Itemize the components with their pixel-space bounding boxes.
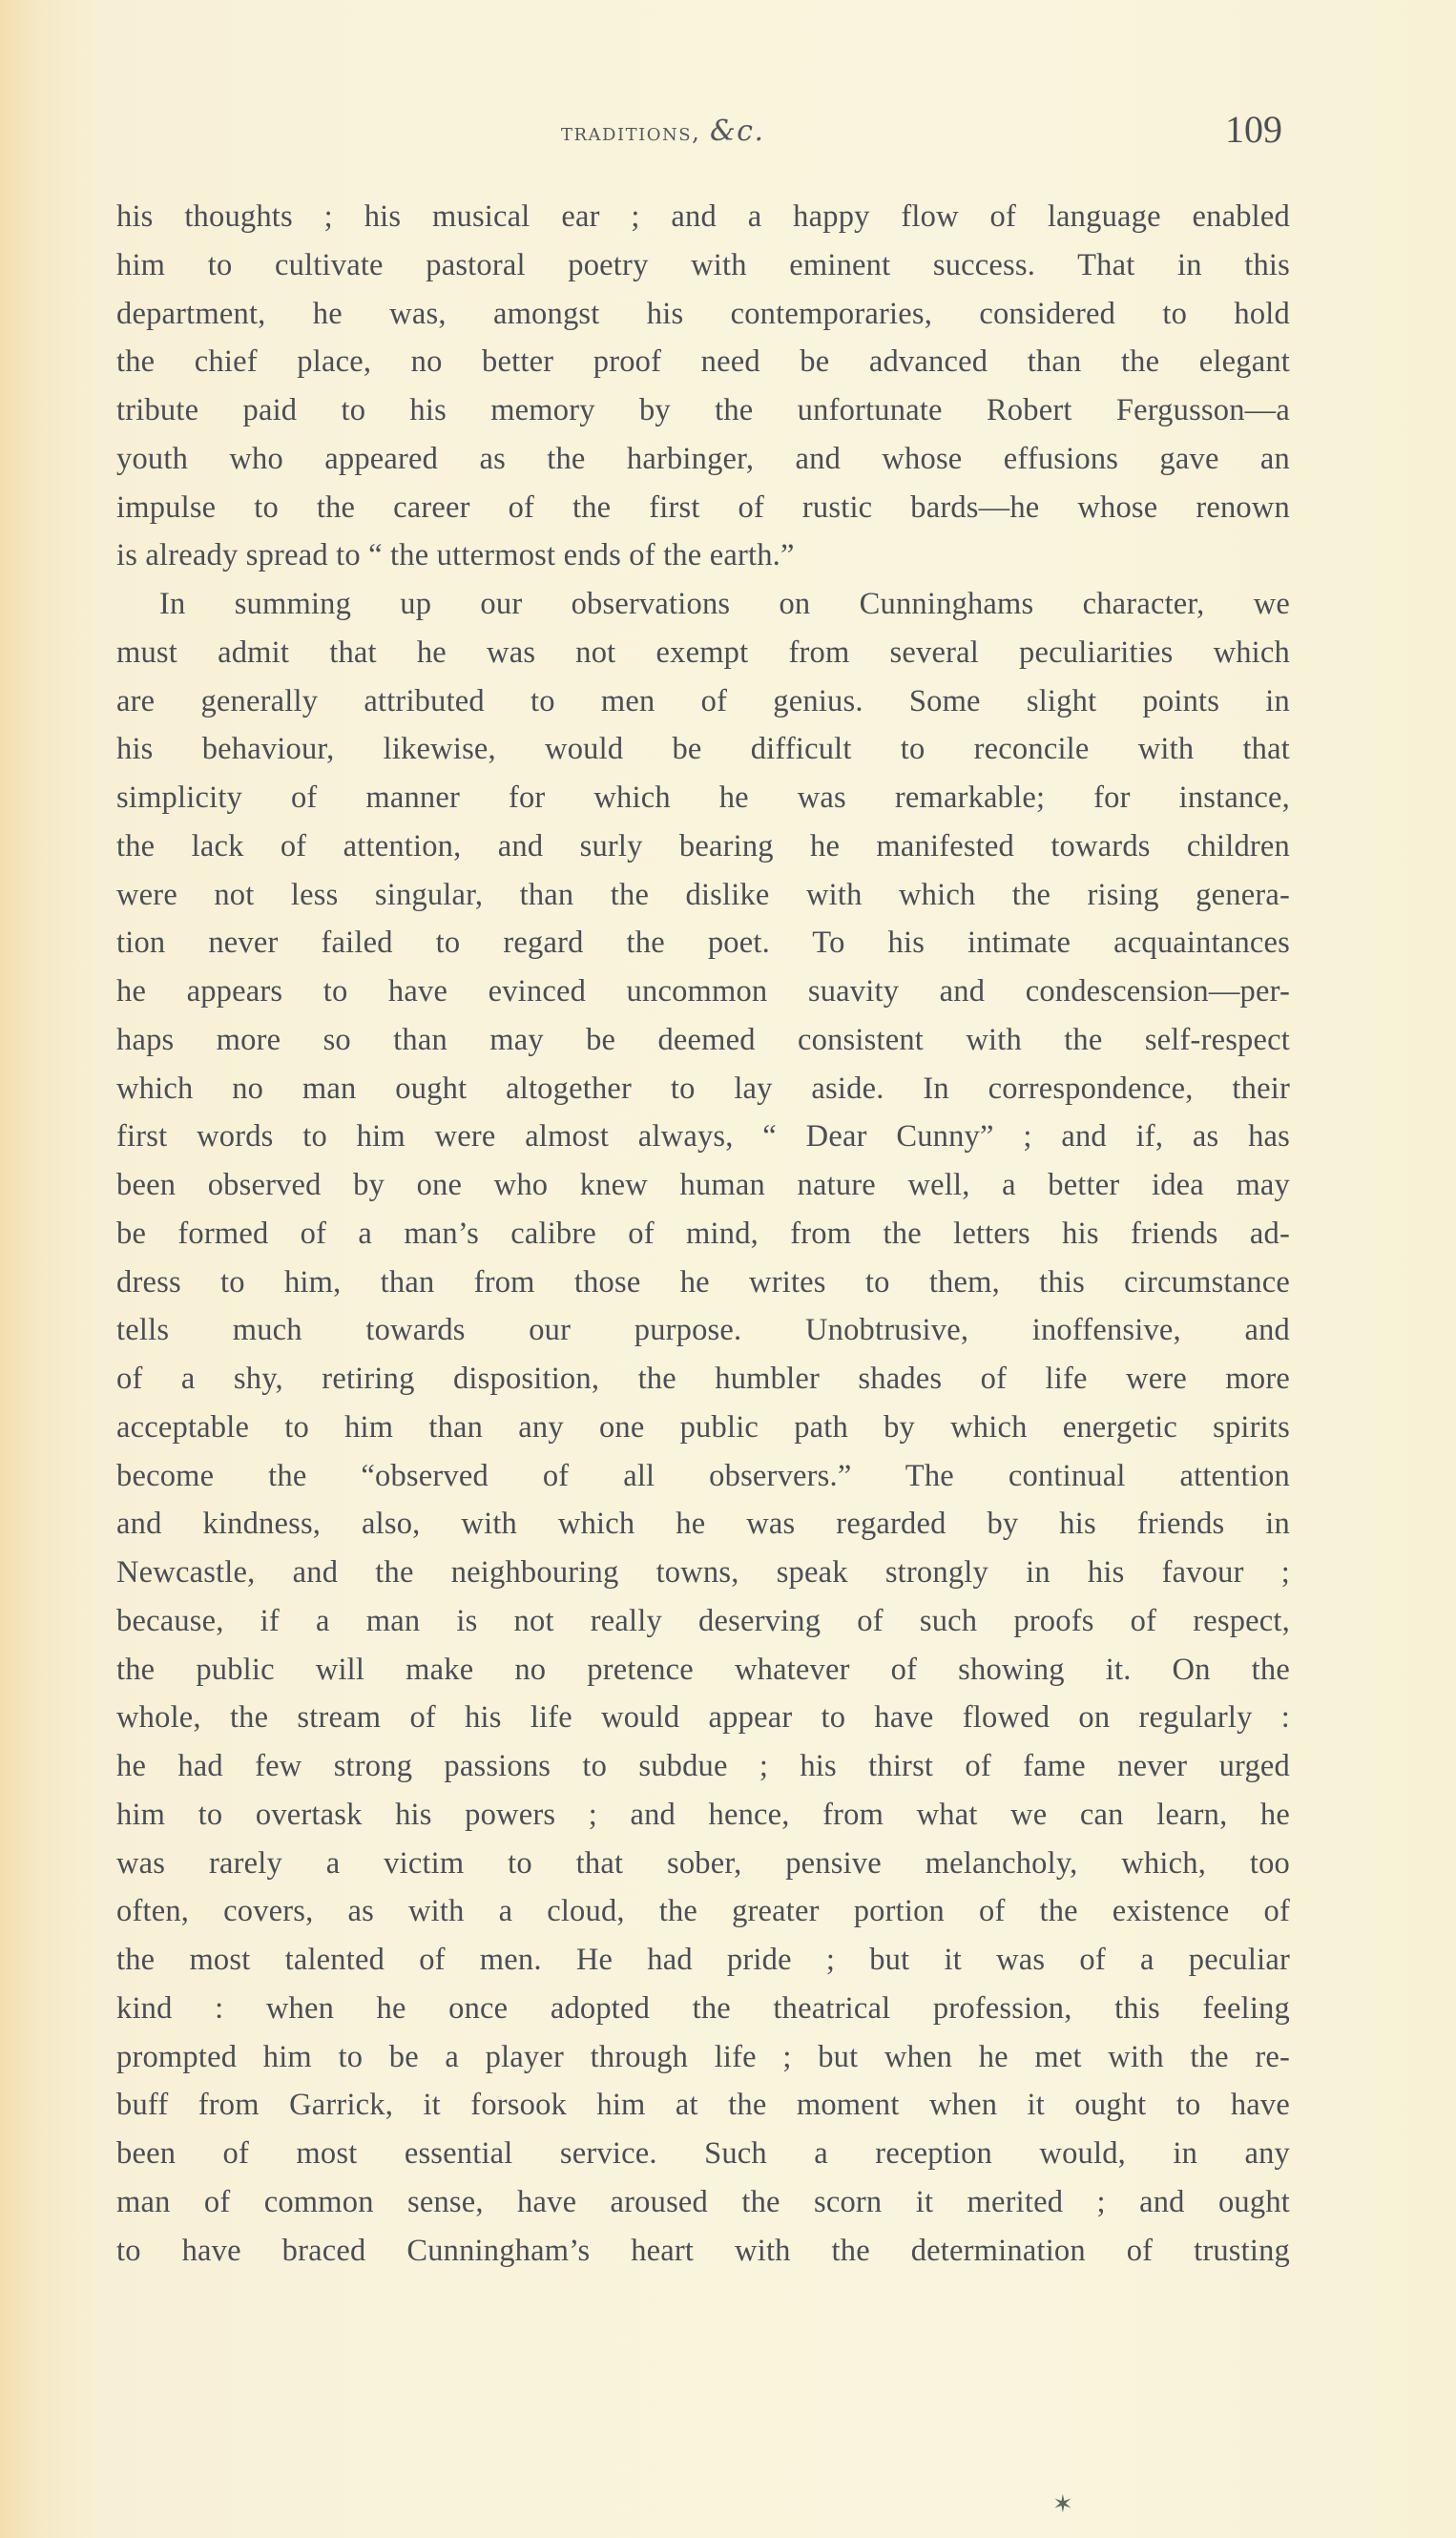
running-head-etc: &c. — [709, 114, 765, 148]
text-line: the public will make no pretence whatever of showing it. On the — [116, 1652, 1290, 1687]
text-line: the most talented of men. He had pride ; but it was of a peculiar — [116, 1943, 1290, 1977]
text-line: prompted him to be a player through life ; but when he met with the re- — [116, 2039, 1290, 2074]
text-line: been of most essential service. Such a reception would, in any — [116, 2136, 1290, 2171]
ink-blot-mark-icon: ✶ — [1052, 2490, 1073, 2519]
text-line: In summing up our observations on Cunninghams character, we — [159, 587, 1290, 621]
text-line: of a shy, retiring disposition, the humbler shades of life were more — [116, 1362, 1290, 1396]
text-line: him to overtask his powers ; and hence, from what we can learn, he — [116, 1797, 1290, 1832]
text-line: acceptable to him than any one public path by which energetic spirits — [116, 1409, 1290, 1445]
text-line: often, covers, as with a cloud, the greater portion of the existence of — [116, 1894, 1290, 1929]
text-line: be formed of a man’s calibre of mind, from the letters his friends ad- — [116, 1216, 1290, 1251]
text-line: his behaviour, likewise, would be difficult to reconcile with that — [116, 732, 1290, 767]
text-line: his thoughts ; his musical ear ; and a happy flow of language enabled — [116, 199, 1290, 234]
running-head-title: traditions, — [561, 118, 710, 146]
text-line: department, he was, amongst his contemporaries, considered to hold — [116, 296, 1290, 331]
text-line: dress to him, than from those he writes to them, this circumstance — [116, 1264, 1290, 1300]
text-line: because, if a man is not really deserving of such proofs of respect, — [116, 1603, 1290, 1638]
text-line: and kindness, also, with which he was regarded by his friends in — [116, 1507, 1290, 1542]
text-line: the lack of attention, and surly bearing he manifested towards children — [116, 828, 1290, 863]
text-line: simplicity of manner for which he was remarkable; for instance, — [116, 780, 1290, 815]
text-line: which no man ought altogether to lay aside. In correspondence, their — [116, 1071, 1290, 1106]
text-line: first words to him were almost always, “ Dear Cunny” ; and if, as has — [116, 1119, 1290, 1155]
text-line: youth who appeared as the harbinger, and whose effusions gave an — [116, 441, 1290, 476]
running-head — [561, 113, 765, 152]
text-line: were not less singular, than the dislike with which the rising genera- — [116, 877, 1290, 912]
text-line: him to cultivate pastoral poetry with eminent success. That in this — [116, 247, 1290, 282]
text-line: he appears to have evinced uncommon suavity and condescension—per- — [116, 974, 1290, 1009]
text-line: he had few strong passions to subdue ; his thirst of fame never urged — [116, 1749, 1290, 1783]
text-line: haps more so than may be deemed consistent with the self-respect — [116, 1022, 1290, 1057]
text-line: must admit that he was not exempt from several peculiarities which — [116, 634, 1290, 670]
text-line: to have braced Cunningham’s heart with the determination of trusting — [116, 2233, 1290, 2268]
text-line: whole, the stream of his life would appear to have flowed on regularly : — [116, 1700, 1290, 1736]
paragraph-2 — [116, 580, 1290, 2275]
text-line: the chief place, no better proof need be advanced than the elegant — [116, 344, 1290, 380]
text-line: was rarely a victim to that sober, pensive melancholy, which, too — [116, 1845, 1290, 1881]
text-line: kind : when he once adopted the theatrical profession, this feeling — [116, 1990, 1290, 2026]
text-line: become the “observed of all observers.” The continual attention — [116, 1458, 1290, 1493]
text-line: tribute paid to his memory by the unfortunate Robert Fergusson—a — [116, 393, 1290, 427]
text-line: man of common sense, have aroused the scorn it merited ; and ought — [116, 2184, 1290, 2219]
text-line: are generally attributed to men of genius. Some slight points in — [116, 683, 1290, 718]
text-line: buff from Garrick, it forsook him at the moment when it ought to have — [116, 2088, 1290, 2123]
paragraph-1 — [116, 193, 1290, 580]
body-text — [116, 193, 1290, 2275]
text-line: tion never failed to regard the poet. To his intimate acquaintances — [116, 926, 1290, 961]
text-line: is already spread to “ the uttermost ends of the earth.” — [116, 538, 795, 573]
text-line: been observed by one who knew human nature well, a better idea may — [116, 1168, 1290, 1202]
text-line: impulse to the career of the first of rustic bards—he whose renown — [116, 489, 1290, 525]
text-line: Newcastle, and the neighbouring towns, speak strongly in his favour ; — [116, 1555, 1290, 1590]
text-line: tells much towards our purpose. Unobtrusive, inoffensive, and — [116, 1313, 1290, 1348]
page-number: 109 — [1225, 108, 1282, 151]
